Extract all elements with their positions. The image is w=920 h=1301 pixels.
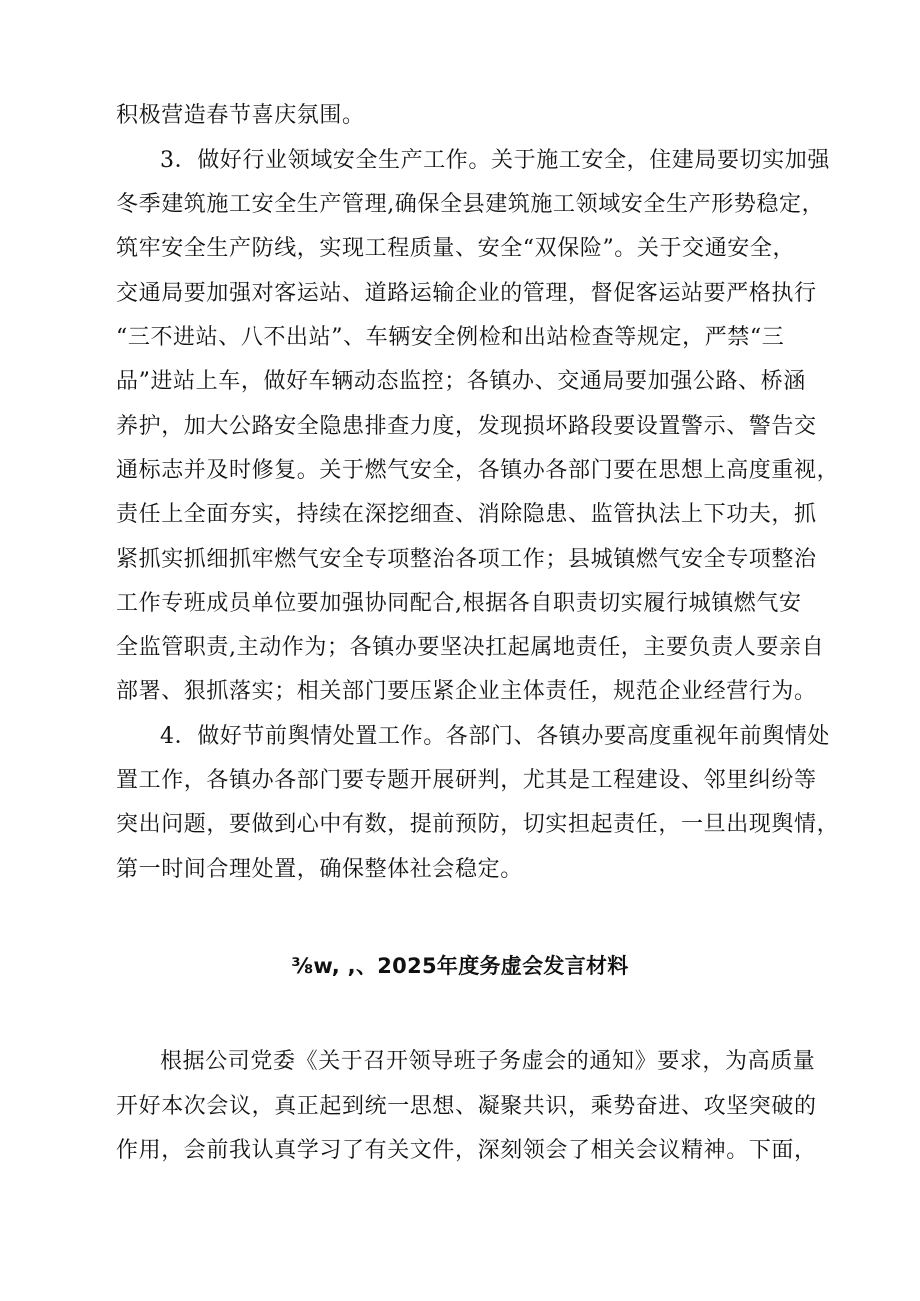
section-title: ⅜w, ,、2025年度务虚会发言材料 bbox=[291, 954, 629, 978]
paragraph-line: 突出问题，要做到心中有数，提前预防，切实担起责任，一旦出现舆情， bbox=[116, 812, 840, 837]
paragraph-line: 责任上全面夯实，持续在深挖细查、消除隐患、监管执法上下功夫，抓 bbox=[116, 502, 817, 527]
paragraph-line: 4．做好节前舆情处置工作。各部门、各镇办要高度重视年前舆情处 bbox=[160, 724, 830, 749]
paragraph-line: 交通局要加强对客运站、道路运输企业的管理，督促客运站要严格执行 bbox=[116, 281, 817, 306]
paragraph-line: 3．做好行业领域安全生产工作。关于施工安全，住建局要切实加强 bbox=[160, 148, 830, 173]
paragraph-line: 筑牢安全生产防线，实现工程质量、安全“双保险”。关于交通安全， bbox=[116, 236, 796, 261]
paragraph-line: 积极营造春节喜庆氛围。 bbox=[116, 103, 365, 128]
paragraph-line: 通标志并及时修复。关于燃气安全，各镇办各部门要在思想上高度重视， bbox=[116, 458, 840, 483]
paragraph-line: 第一时间合理处置，确保整体社会稳定。 bbox=[116, 857, 523, 882]
paragraph-line: 工作专班成员单位要加强协同配合,根据各自职责切实履行城镇燃气安 bbox=[116, 591, 802, 616]
paragraph-line: 作用，会前我认真学习了有关文件，深刻领会了相关会议精神。下面， bbox=[116, 1138, 817, 1163]
paragraph-line: 根据公司党委《关于召开领导班子务虚会的通知》要求，为高质量 bbox=[160, 1049, 816, 1074]
paragraph-line: 养护，加大公路安全隐患排查力度，发现损坏路段要设置警示、警告交 bbox=[116, 414, 817, 439]
paragraph-line: “三不进站、八不出站”、车辆安全例检和出站检查等规定，严禁“三 bbox=[116, 325, 785, 350]
paragraph-line: 全监管职责,主动作为；各镇办要坚决扛起属地责任，主要负责人要亲自 bbox=[116, 635, 825, 660]
paragraph-line: 冬季建筑施工安全生产管理,确保全县建筑施工领域安全生产形势稳定， bbox=[116, 192, 825, 217]
paragraph-line: 部署、狠抓落实；相关部门要压紧企业主体责任，规范企业经营行为。 bbox=[116, 679, 817, 704]
paragraph-line: 品”进站上车，做好车辆动态监控；各镇办、交通局要加强公路、桥涵 bbox=[116, 369, 806, 394]
paragraph-line: 开好本次会议，真正起到统一思想、凝聚共识，乘势奋进、攻坚突破的 bbox=[116, 1094, 817, 1119]
paragraph-line: 置工作，各镇办各部门要专题开展研判，尤其是工程建设、邻里纠纷等 bbox=[116, 768, 817, 793]
paragraph-line: 紧抓实抓细抓牢燃气安全专项整治各项工作；县城镇燃气安全专项整治 bbox=[116, 547, 817, 572]
